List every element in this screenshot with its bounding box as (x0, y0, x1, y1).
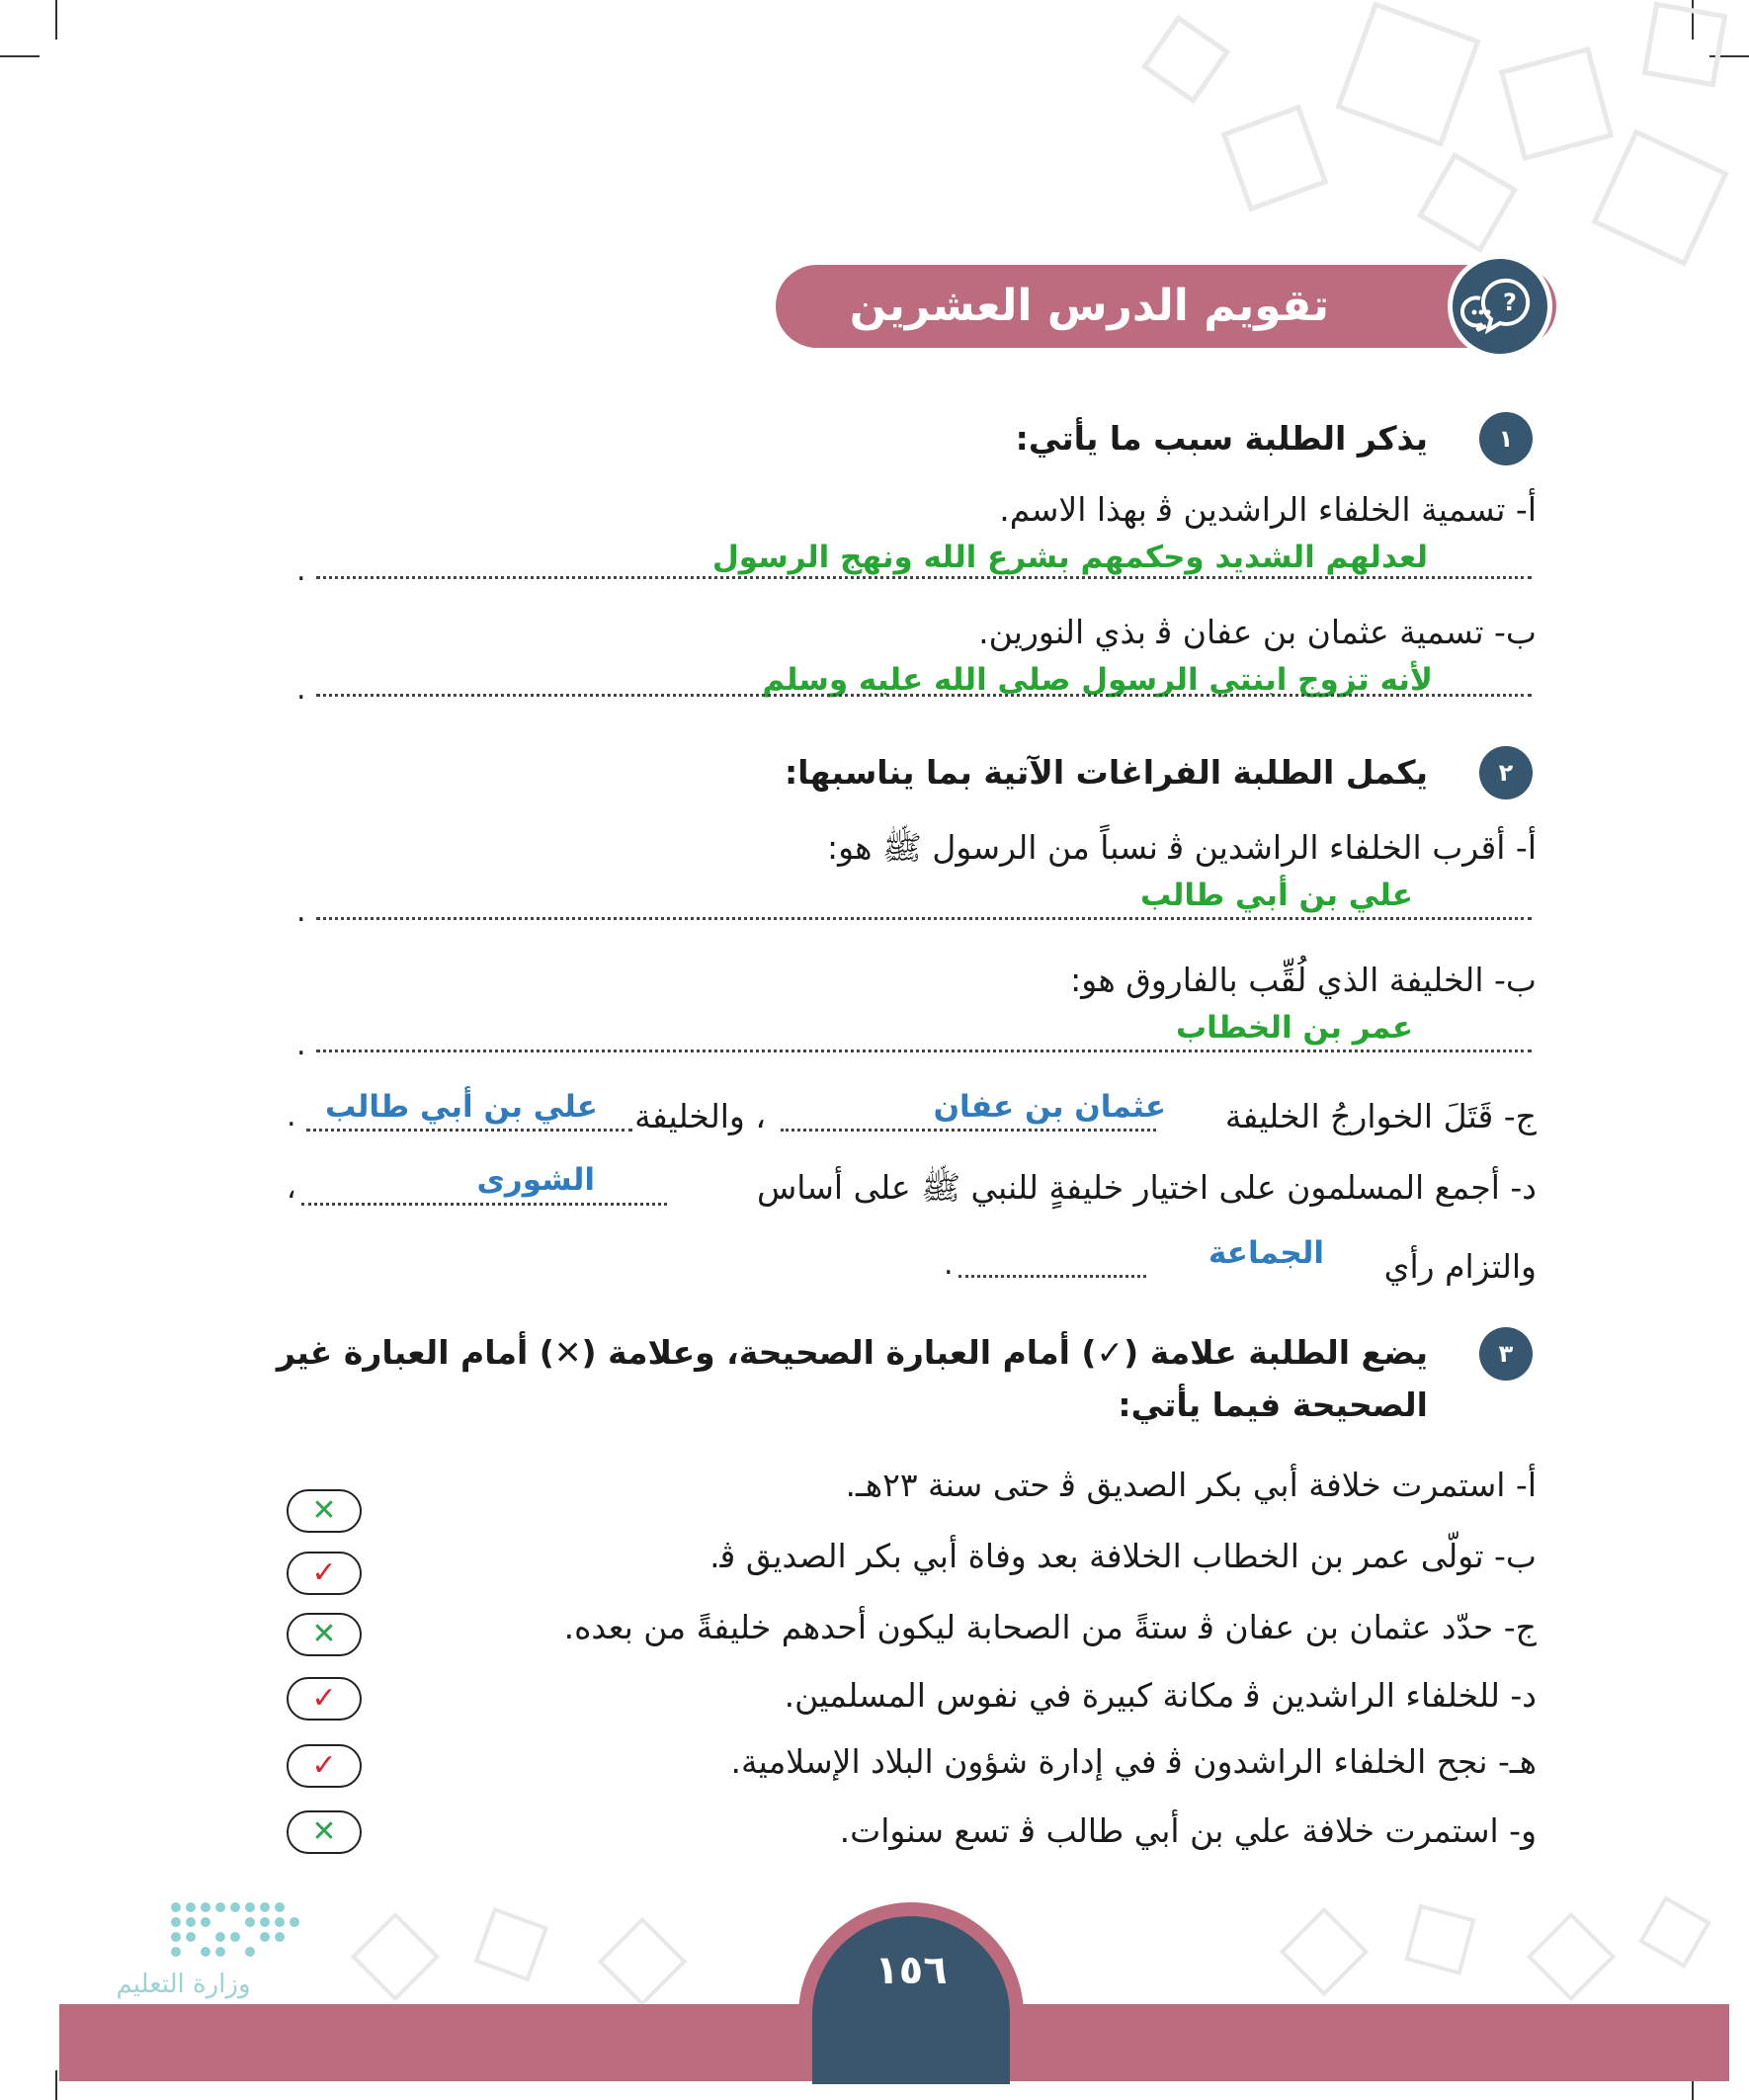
q3-item-a: أ- استمرت خلافة أبي بكر الصديق ﭬ حتى سنة ٢٣هـ. (845, 1466, 1537, 1504)
q1-item-b: ب- تسمية عثمان بن عفان ﭬ بذي النورين. (978, 613, 1537, 651)
answer-mark-box: ✕ (287, 1489, 362, 1533)
q3-item-e: هـ- نجح الخلفاء الراشدون ﭬ في إدارة شؤون البلاد الإسلامية. (730, 1742, 1537, 1781)
period-mark: . (296, 672, 306, 707)
answer-line (301, 1203, 667, 1206)
footer-pattern (326, 1888, 1729, 2006)
q2-item-d-continued: والتزام رأي (1383, 1247, 1537, 1286)
q3-item-c: ج- حدّد عثمان بن عفان ﭬ ستةً من الصحابة ليكون أحدهم خليفةً من بعده. (563, 1608, 1537, 1646)
crop-mark (55, 2070, 57, 2100)
question-3-heading: يضع الطلبة علامة (✓) أمام العبارة الصحيحة، وعلامة (✕) أمام العبارة غير (276, 1333, 1428, 1372)
answer-mark-box: ✕ (287, 1810, 362, 1854)
q2-answer-c2: علي بن أبي طالب (324, 1089, 598, 1125)
answer-mark-box: ✕ (287, 1613, 362, 1656)
q1-answer-b: لأنه تزوج ابنتي الرسول صلى الله عليه وسلم (762, 662, 1433, 698)
q2-item-a: أ- أقرب الخلفاء الراشدين ﭬ نسباً من الرسول ﷺ هو: (826, 828, 1537, 867)
period-mark: . (296, 894, 306, 929)
q2-answer-a: علي بن أبي طالب (1139, 878, 1413, 913)
answer-mark-box: ✓ (287, 1744, 362, 1788)
q2-item-c: ج- قَتَلَ الخوارجُ الخليفة (1224, 1097, 1537, 1135)
lesson-title-bar (776, 265, 1556, 348)
page-number: ١٥٦ (812, 1916, 1010, 2084)
period-mark: . (296, 553, 306, 588)
answer-line (316, 1050, 1532, 1052)
question-number-1: ١ (1479, 412, 1533, 465)
answer-line (316, 917, 1532, 920)
question-number-2: ٢ (1479, 746, 1533, 799)
q2-answer-b: عمر بن الخطاب (1176, 1010, 1413, 1046)
answer-line (316, 694, 1532, 697)
period-mark: . (296, 1028, 306, 1062)
q2-answer-c1: عثمان بن عفان (933, 1089, 1166, 1125)
answer-line (958, 1275, 1146, 1278)
period-mark: . (944, 1247, 954, 1282)
q2-answer-d2: الجماعة (1208, 1235, 1324, 1271)
q2-item-d: د- أجمع المسلمون على اختيار خليفةٍ للنبي ﷺ على أساس (756, 1168, 1537, 1207)
q1-answer-a: لعدلهم الشديد وحكمهم بشرع الله ونهج الرسول (711, 540, 1428, 575)
answer-line (316, 576, 1532, 579)
answer-mark-box: ✓ (287, 1677, 362, 1721)
q2-item-c-continued: ، والخليفة (634, 1097, 766, 1135)
page-title: تقويم الدرس العشرين (849, 281, 1329, 331)
q2-answer-d1: الشورى (476, 1162, 595, 1198)
comma-mark: ، (287, 1171, 296, 1206)
answer-line (306, 1129, 632, 1132)
q3-item-b: ب- تولّى عمر بن الخطاب الخلافة بعد وفاة أبي بكر الصديق ﭬ. (709, 1537, 1537, 1575)
q1-item-a: أ- تسمية الخلفاء الراشدين ﭬ بهذا الاسم. (999, 490, 1537, 529)
question-2-heading: يكمل الطلبة الفراغات الآتية بما يناسبها: (784, 753, 1428, 792)
svg-text:?: ? (1503, 289, 1517, 316)
question-1-heading: يذكر الطلبة سبب ما يأتي: (1015, 419, 1428, 458)
crop-mark (55, 0, 57, 40)
q3-item-d: د- للخلفاء الراشدين ﭬ مكانة كبيرة في نفوس المسلمين. (784, 1676, 1537, 1715)
period-mark: . (287, 1099, 296, 1134)
q2-item-b: ب- الخليفة الذي لُقِّب بالفاروق هو: (1070, 961, 1537, 999)
crop-mark (0, 55, 40, 57)
question-chat-icon (1453, 259, 1547, 354)
ministry-name: وزارة التعليم (116, 1970, 251, 1999)
question-number-3: ٣ (1479, 1327, 1533, 1381)
answer-mark-box: ✓ (287, 1552, 362, 1595)
q3-item-f: و- استمرت خلافة علي بن أبي طالب ﭬ تسع سنوات. (839, 1811, 1537, 1850)
answer-line (781, 1129, 1156, 1132)
question-3-heading-line2: الصحيحة فيما يأتي: (1118, 1386, 1428, 1424)
